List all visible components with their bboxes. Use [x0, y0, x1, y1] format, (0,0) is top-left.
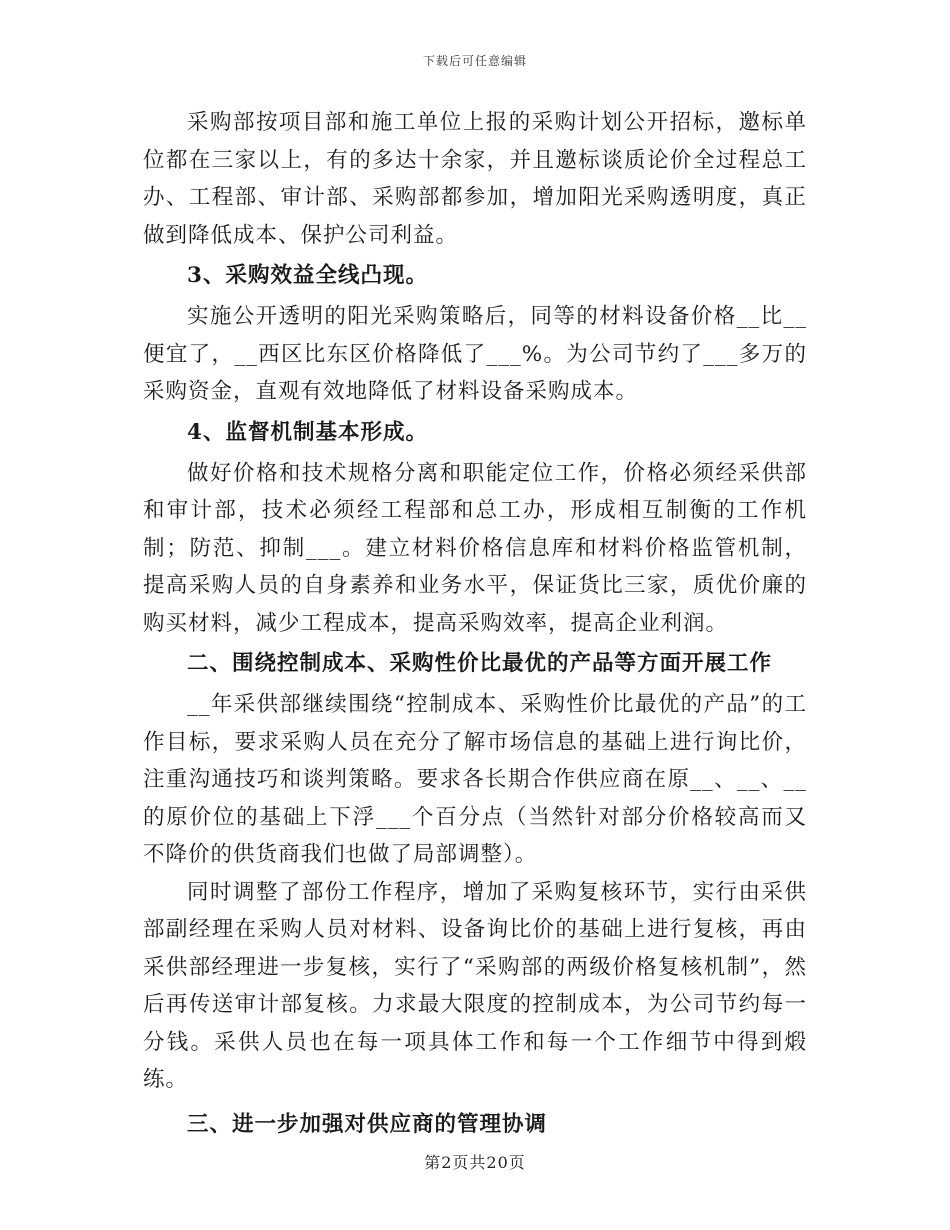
heading-section-two: 二、围绕控制成本、采购性价比最优的产品等方面开展工作: [187, 651, 773, 676]
heading-procurement-benefits: 3、采购效益全线凸现。: [187, 263, 428, 288]
paragraph-review-procedure: 同时调整了部份工作程序，增加了采购复核环节，实行由采供部副经理在采购人员对材料、设备询比价的基础上进行复核，再由采供部经理进一步复核，实行了“采购部的两级价格复核机制”，然后再传送审计部复核。力求最大限度的控制成本，为公司节约每一分钱。采供人员也在每一项具体工作和每一个工作细节中得到煅练。: [143, 879, 807, 1092]
heading-section-three: 三、进一步加强对供应商的管理协调: [187, 1111, 548, 1137]
heading-supervision-mechanism: 4、监督机制基本形成。: [187, 419, 428, 445]
paragraph-cost-control-goal: __年采供部继续围绕“控制成本、采购性价比最优的产品”的工作目标，要求采购人员在充分了解市场信息的基础上进行询比价，注重沟通技巧和谈判策略。要求各长期合作供应商在原__、__、__的原价位的基础上下浮___个百分点（当然针对部分价格较高而又不降价的供货商我们也做了局部调整）。: [143, 692, 807, 867]
paragraph-cost-savings: 实施公开透明的阳光采购策略后，同等的材料设备价格__比__便宜了，__西区比东区价格降低了___%。为公司节约了___多万的采购资金，直观有效地降低了材料设备采购成本。: [143, 304, 807, 404]
page-header: 下载后可任意编辑: [422, 54, 527, 68]
paragraph-open-bidding: 采购部按项目部和施工单位上报的采购计划公开招标，邀标单位都在三家以上，有的多达十余家，并且邀标谈质论价全过程总工办、工程部、审计部、采购部都参加，增加阳光采购透明度，真正做到降低成本、保护公司利益。: [143, 110, 807, 248]
document-body: [143, 104, 807, 1151]
paragraph-price-separation: 做好价格和技术规格分离和职能定位工作，价格必须经采供部和审计部，技术必须经工程部和总工办，形成相互制衡的工作机制；防范、抑制___。建立材料价格信息库和材料价格监管机制，提高采购人员的自身素养和业务水平，保证货比三家，质优价廉的购买材料，减少工程成本，提高采购效率，提高企业利润。: [143, 460, 807, 636]
page-footer: 第2页共20页: [424, 1153, 526, 1172]
